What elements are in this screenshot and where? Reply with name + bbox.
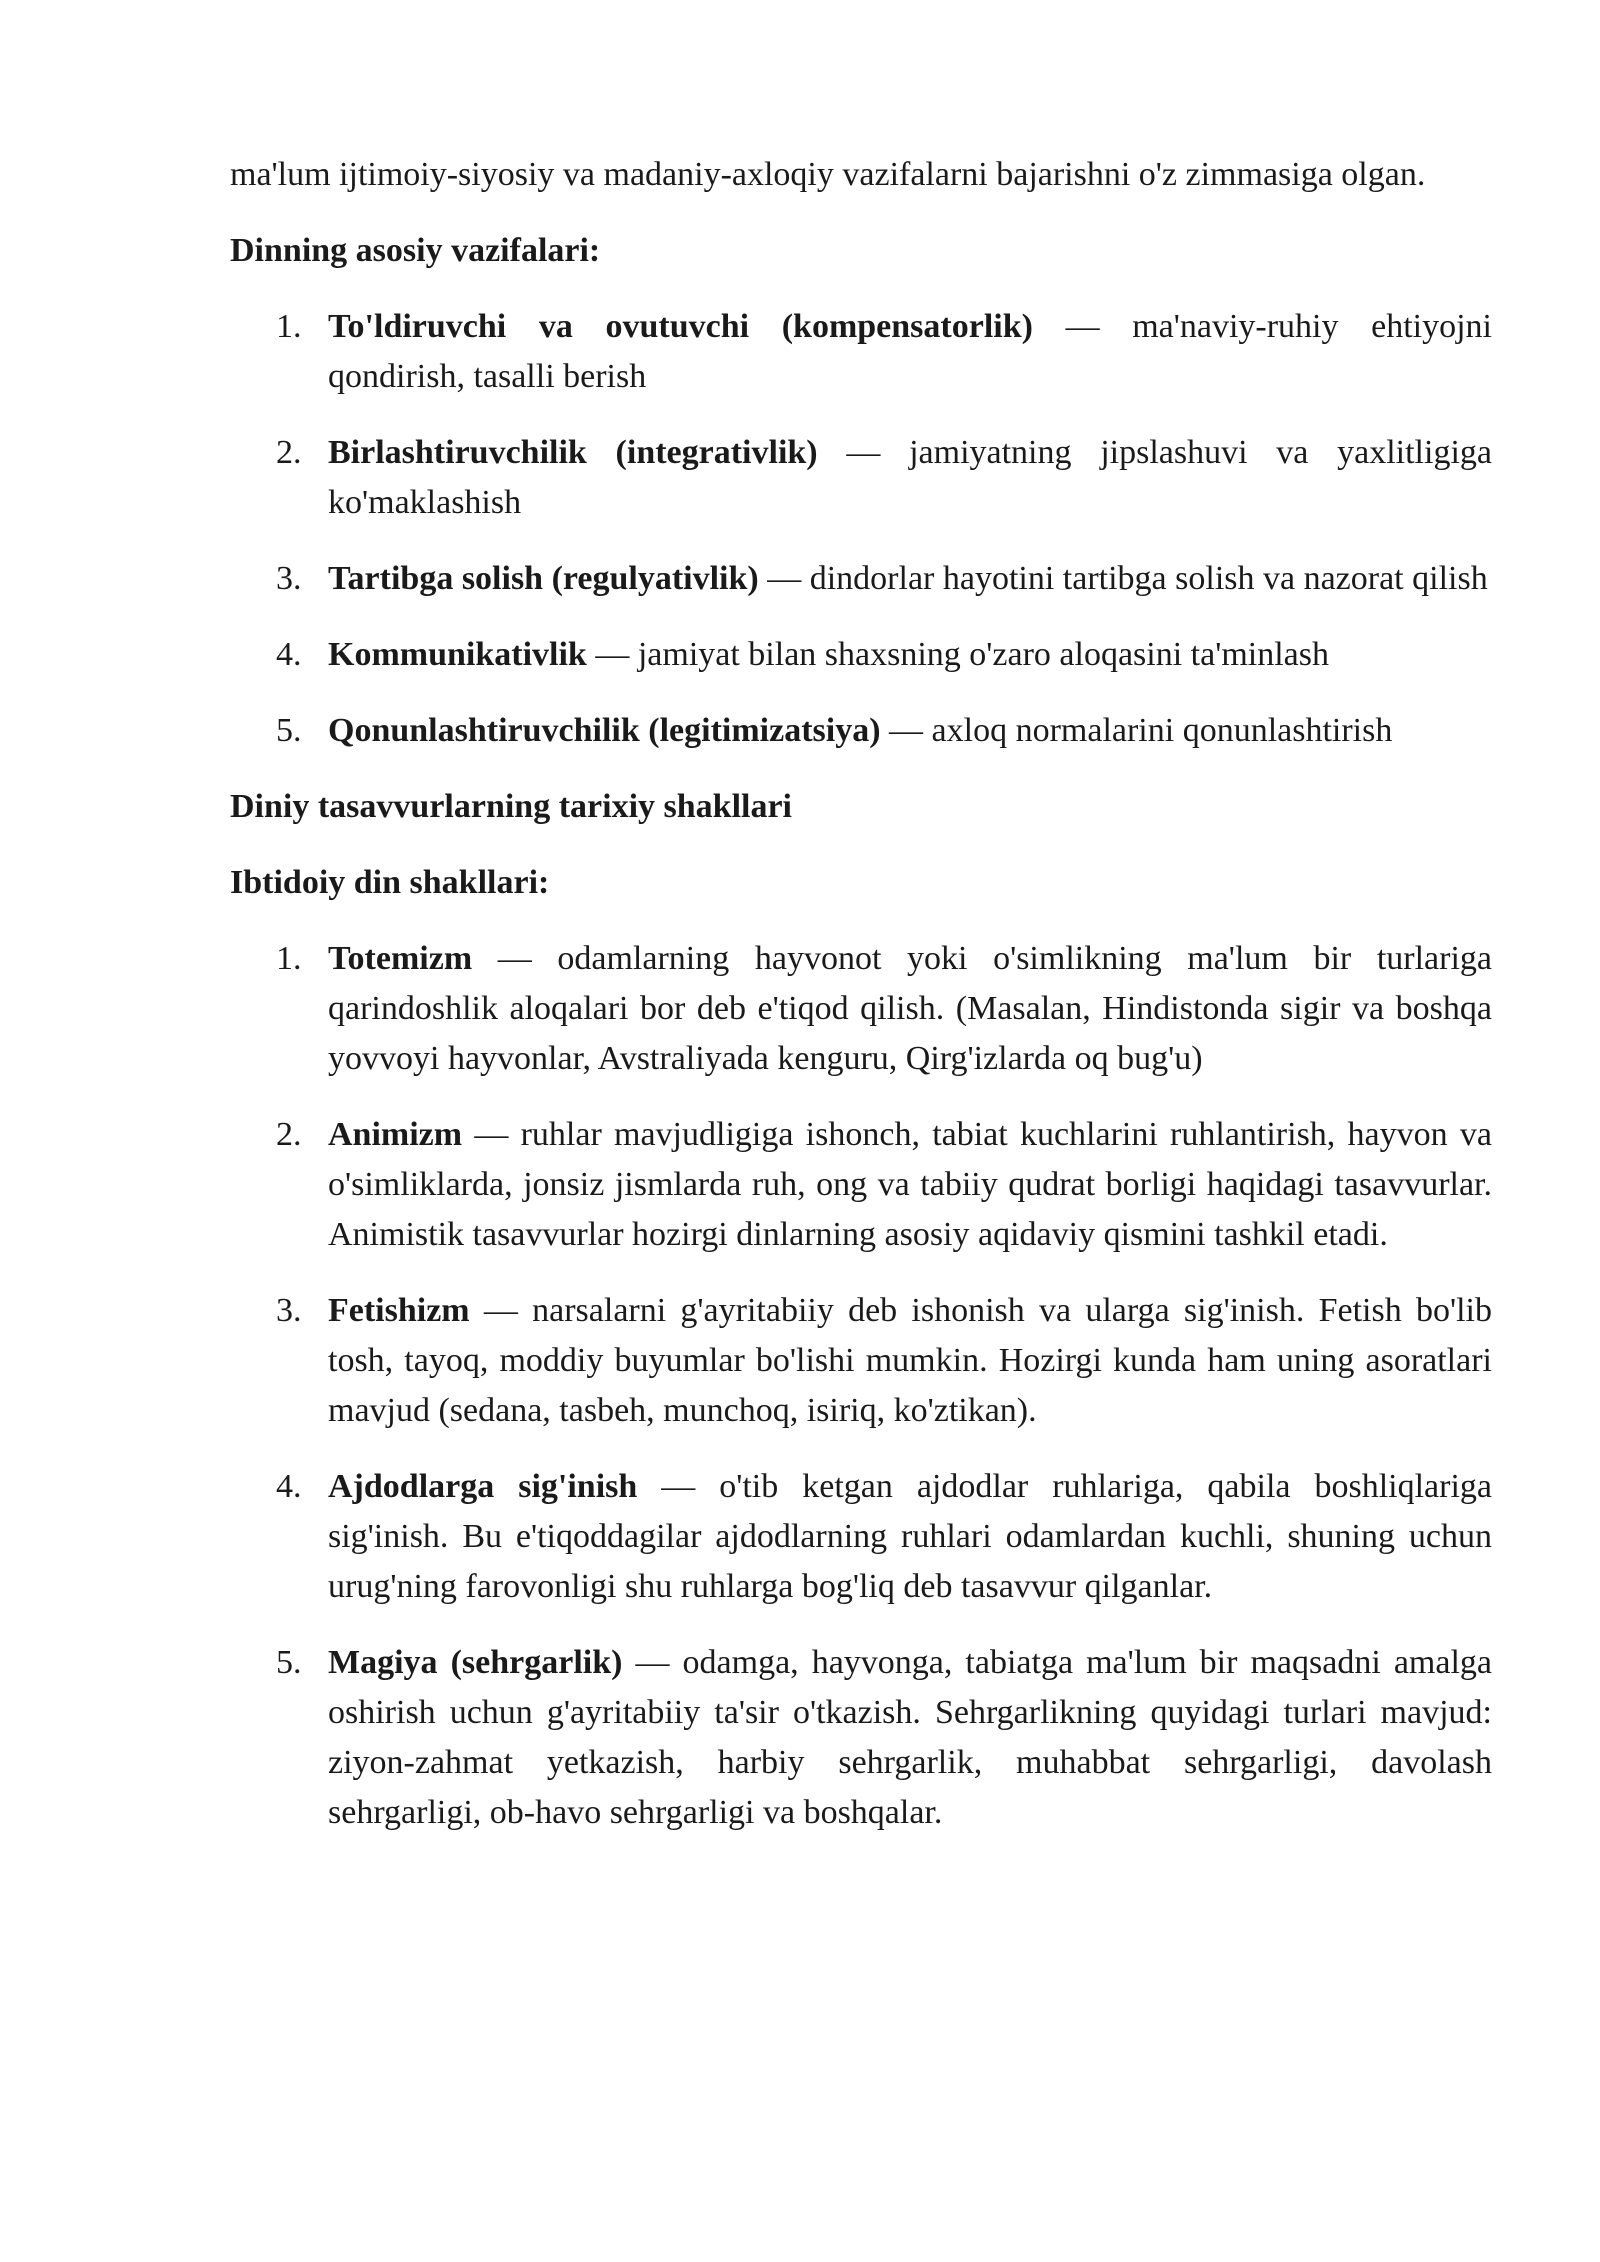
- list-description: — dindorlar hayotini tartibga solish va nazorat qilish: [758, 560, 1488, 597]
- list-term: Tartibga solish (regulyativlik): [328, 560, 759, 597]
- list-number: 4.: [276, 1468, 302, 1505]
- list-number: 1.: [276, 940, 302, 977]
- list-term: Fetishizm: [328, 1292, 470, 1329]
- list-description: — jamiyatning jipslashuvi va yaxlitligiga ko'maklashish: [328, 434, 1492, 521]
- list-item: [230, 1286, 1492, 1436]
- functions-list: [230, 302, 1492, 756]
- list-number: 2.: [276, 434, 302, 471]
- list-term: To'ldiruvchi va ovutuvchi (kompensatorlik): [328, 308, 1033, 345]
- primitive-list: [230, 934, 1492, 1838]
- list-term: Birlashtiruvchilik (integrativlik): [328, 434, 818, 471]
- primitive-heading: Ibtidoiy din shakllari:: [230, 864, 550, 901]
- list-item: [230, 1110, 1492, 1260]
- list-number: 1.: [276, 308, 302, 345]
- list-item: [230, 630, 1492, 680]
- list-number: 5.: [276, 712, 302, 749]
- list-description: — narsalarni g'ayritabiiy deb ishonish va ularga sig'inish. Fetish bo'lib tosh, tayoq, moddiy buyumlar bo'lishi mumkin. Hozirgi kunda ham uning asoratlari mavjud (sedana, tasbeh, munchoq, isiriq, ko'ztikan).: [328, 1292, 1492, 1429]
- intro-paragraph: ma'lum ijtimoiy-siyosiy va madaniy-axloqiy vazifalarni bajarishni o'z zimmasiga olgan.: [230, 156, 1426, 193]
- list-item: [230, 554, 1492, 604]
- list-description: — ruhlar mavjudligiga ishonch, tabiat kuchlarini ruhlantirish, hayvon va o'simliklarda, jonsiz jismlarda ruh, ong va tabiiy qudrat borligi haqidagi tasavvurlar. Animistik tasavvurlar hozirgi dinlarning asosiy aqidaviy qismini tashkil etadi.: [328, 1116, 1492, 1253]
- list-item: [230, 302, 1492, 402]
- list-item: [230, 1638, 1492, 1838]
- list-description: — jamiyat bilan shaxsning o'zaro aloqasini ta'minlash: [586, 636, 1329, 673]
- list-description: — o'tib ketgan ajdodlar ruhlariga, qabila boshliqlariga sig'inish. Bu e'tiqoddagilar ajdodlarning ruhlari odamlardan kuchli, shuning uchun urug'ning farovonligi shu ruhlarga bog'liq deb tasavvur qilganlar.: [328, 1468, 1492, 1605]
- list-term: Ajdodlarga sig'inish: [328, 1468, 638, 1505]
- list-description: — odamga, hayvonga, tabiatga ma'lum bir maqsadni amalga oshirish uchun g'ayritabiiy ta'sir o'tkazish. Sehrgarlikning quyidagi turlari mavjud: ziyon-zahmat yetkazish, harbiy sehrgarlik, muhabbat sehrgarligi, davolash sehrgarligi, ob-havo sehrgarligi va boshqalar.: [328, 1644, 1493, 1831]
- list-number: 4.: [276, 636, 302, 673]
- list-description: — axloq normalarini qonunlashtirish: [880, 712, 1393, 749]
- list-term: Magiya (sehrgarlik): [328, 1644, 623, 1681]
- list-term: Totemizm: [328, 940, 473, 977]
- document-page: [230, 150, 1492, 1864]
- history-heading: Diniy tasavvurlarning tarixiy shakllari: [230, 788, 792, 825]
- list-term: Qonunlashtiruvchilik (legitimizatsiya): [328, 712, 881, 749]
- list-item: [230, 934, 1492, 1084]
- list-description: — ma'naviy-ruhiy ehtiyojni qondirish, tasalli berish: [328, 308, 1492, 395]
- functions-heading: Dinning asosiy vazifalari:: [230, 232, 601, 269]
- list-description: — odamlarning hayvonot yoki o'simlikning ma'lum bir turlariga qarindoshlik aloqalari bor deb e'tiqod qilish. (Masalan, Hindistonda sigir va boshqa yovvoyi hayvonlar, Avstraliyada kenguru, Qirg'izlarda oq bug'u): [328, 940, 1492, 1077]
- list-item: [230, 428, 1492, 528]
- list-item: [230, 706, 1492, 756]
- list-number: 3.: [276, 1292, 302, 1329]
- list-number: 5.: [276, 1644, 302, 1681]
- list-term: Animizm: [328, 1116, 463, 1153]
- list-number: 2.: [276, 1116, 302, 1153]
- list-number: 3.: [276, 560, 302, 597]
- list-term: Kommunikativlik: [328, 636, 587, 673]
- list-item: [230, 1462, 1492, 1612]
